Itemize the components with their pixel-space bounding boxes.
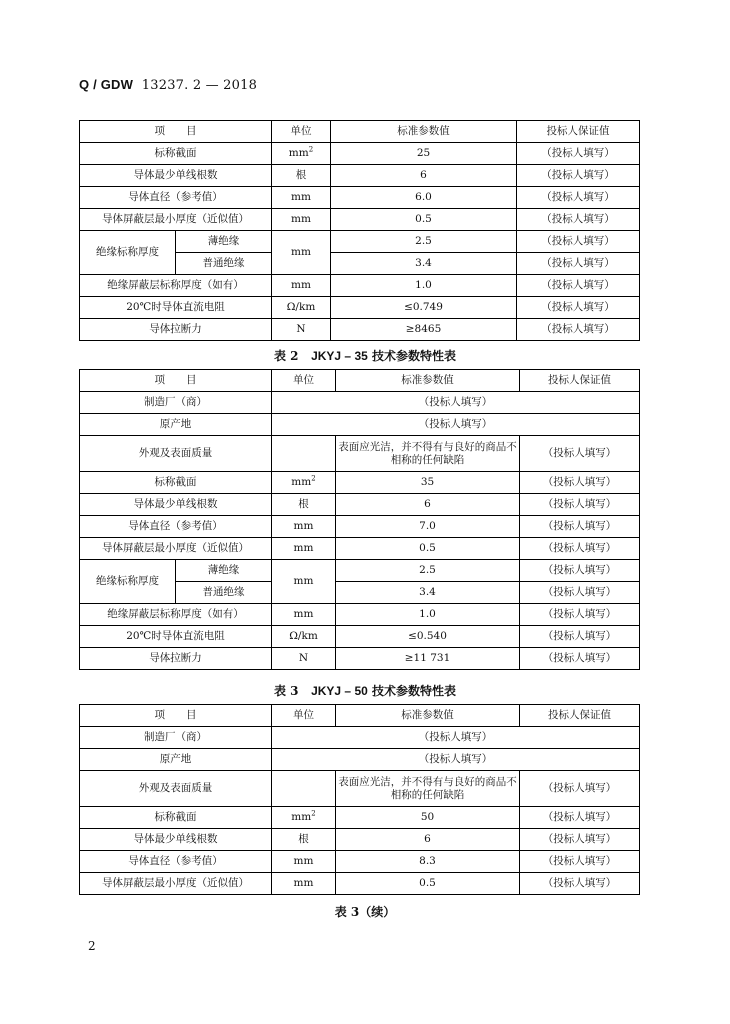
- row-guarantee: （投标人填写）: [520, 873, 640, 895]
- insulation-sub-name: 普通绝缘: [176, 253, 272, 275]
- table-row: [80, 648, 640, 670]
- header-standard-value: 标准参数值: [331, 121, 517, 143]
- row-value: 0.5: [336, 873, 520, 895]
- table-row: [80, 604, 640, 626]
- row-guarantee: （投标人填写）: [520, 560, 640, 582]
- row-unit: mm: [272, 209, 331, 231]
- row-value: ≥11 731: [336, 648, 520, 670]
- row-guarantee: （投标人填写）: [517, 187, 640, 209]
- row-value: 1.0: [331, 275, 517, 297]
- row-value: 6: [336, 494, 520, 516]
- row-value: （投标人填写）: [272, 392, 640, 414]
- table-row: [80, 165, 640, 187]
- row-value: ≤0.540: [336, 626, 520, 648]
- header-item: 项 目: [80, 121, 272, 143]
- row-unit: mm: [272, 275, 331, 297]
- row-value: （投标人填写）: [272, 414, 640, 436]
- row-value: 6: [331, 165, 517, 187]
- row-value: 表面应光洁，并不得有与良好的商品不相称的任何缺陷: [336, 771, 520, 807]
- table-row: [80, 538, 640, 560]
- header-standard-value: 标准参数值: [336, 370, 520, 392]
- row-item: 导体直径（参考值）: [80, 187, 272, 209]
- row-item: 标称截面: [80, 807, 272, 829]
- insulation-sub-name: 薄绝缘: [176, 231, 272, 253]
- row-guarantee: （投标人填写）: [517, 297, 640, 319]
- row-item: 外观及表面质量: [80, 436, 272, 472]
- row-item: 20℃时导体直流电阻: [80, 297, 272, 319]
- row-unit: mm: [272, 516, 336, 538]
- row-unit: 根: [272, 494, 336, 516]
- table-row: [80, 771, 640, 807]
- row-unit: 根: [272, 165, 331, 187]
- row-item: 导体拉断力: [80, 648, 272, 670]
- insulation-label: 绝缘标称厚度: [80, 231, 176, 275]
- row-unit: mm: [272, 851, 336, 873]
- row-unit: $mm^2$: [272, 472, 336, 494]
- standard-code: Q / GDW: [79, 77, 134, 92]
- row-guarantee: （投标人填写）: [517, 165, 640, 187]
- table-row: [80, 143, 640, 165]
- row-item: 绝缘屏蔽层标称厚度（如有）: [80, 604, 272, 626]
- row-unit: [272, 771, 336, 807]
- row-value: 3.4: [336, 582, 520, 604]
- document-header: [79, 77, 257, 93]
- row-value: 1.0: [336, 604, 520, 626]
- row-item: 导体屏蔽层最小厚度（近似值）: [80, 873, 272, 895]
- row-value: 0.5: [331, 209, 517, 231]
- row-unit: 根: [272, 829, 336, 851]
- insulation-label: 绝缘标称厚度: [80, 560, 176, 604]
- row-value: 6.0: [331, 187, 517, 209]
- row-guarantee: （投标人填写）: [520, 604, 640, 626]
- table-row: [80, 807, 640, 829]
- insulation-unit: mm: [272, 560, 336, 604]
- table-row: [80, 209, 640, 231]
- row-value: （投标人填写）: [272, 727, 640, 749]
- row-item: 标称截面: [80, 143, 272, 165]
- row-guarantee: （投标人填写）: [520, 829, 640, 851]
- row-unit: N: [272, 319, 331, 341]
- row-item: 外观及表面质量: [80, 771, 272, 807]
- insulation-sub-name: 薄绝缘: [176, 560, 272, 582]
- row-value: 0.5: [336, 538, 520, 560]
- header-guarantee: 投标人保证值: [520, 370, 640, 392]
- spec-table-3: [79, 704, 640, 895]
- page-number: 2: [88, 939, 96, 953]
- row-guarantee: （投标人填写）: [520, 472, 640, 494]
- row-value: （投标人填写）: [272, 749, 640, 771]
- row-item: 导体直径（参考值）: [80, 851, 272, 873]
- table-row: [80, 851, 640, 873]
- row-guarantee: （投标人填写）: [517, 143, 640, 165]
- row-guarantee: （投标人填写）: [520, 771, 640, 807]
- row-unit: mm: [272, 604, 336, 626]
- header-unit: 单位: [272, 121, 331, 143]
- row-item: 20℃时导体直流电阻: [80, 626, 272, 648]
- row-item: 导体屏蔽层最小厚度（近似值）: [80, 209, 272, 231]
- table-row: [80, 319, 640, 341]
- row-value: 35: [336, 472, 520, 494]
- row-value: 7.0: [336, 516, 520, 538]
- row-item: 导体最少单线根数: [80, 494, 272, 516]
- row-value: 25: [331, 143, 517, 165]
- row-guarantee: （投标人填写）: [517, 253, 640, 275]
- row-guarantee: （投标人填写）: [520, 436, 640, 472]
- row-item: 制造厂（商）: [80, 392, 272, 414]
- row-unit: N: [272, 648, 336, 670]
- table-row: [80, 626, 640, 648]
- spec-table-2: [79, 369, 640, 670]
- row-value: 8.3: [336, 851, 520, 873]
- row-item: 导体最少单线根数: [80, 829, 272, 851]
- row-guarantee: （投标人填写）: [520, 851, 640, 873]
- row-guarantee: （投标人填写）: [517, 209, 640, 231]
- row-item: 导体拉断力: [80, 319, 272, 341]
- row-guarantee: （投标人填写）: [517, 275, 640, 297]
- row-unit: Ω/km: [272, 297, 331, 319]
- row-guarantee: （投标人填写）: [520, 516, 640, 538]
- row-value: 3.4: [331, 253, 517, 275]
- row-value: 50: [336, 807, 520, 829]
- table-row: [80, 873, 640, 895]
- table-header-row: [80, 121, 640, 143]
- row-item: 绝缘屏蔽层标称厚度（如有）: [80, 275, 272, 297]
- row-guarantee: （投标人填写）: [517, 319, 640, 341]
- spec-table-1: [79, 120, 640, 341]
- table-row: [80, 187, 640, 209]
- row-value: 2.5: [331, 231, 517, 253]
- row-unit: $mm^2$: [272, 143, 331, 165]
- insulation-unit: mm: [272, 231, 331, 275]
- table-row: [80, 231, 640, 253]
- row-guarantee: （投标人填写）: [520, 626, 640, 648]
- table-row: [80, 297, 640, 319]
- row-guarantee: （投标人填写）: [520, 648, 640, 670]
- header-guarantee: 投标人保证值: [517, 121, 640, 143]
- table-row: [80, 436, 640, 472]
- row-item: 导体最少单线根数: [80, 165, 272, 187]
- header-guarantee: 投标人保证值: [520, 705, 640, 727]
- row-item: 制造厂（商）: [80, 727, 272, 749]
- row-unit: $mm^2$: [272, 807, 336, 829]
- row-guarantee: （投标人填写）: [517, 231, 640, 253]
- table-row: [80, 414, 640, 436]
- row-unit: mm: [272, 873, 336, 895]
- table-row: [80, 472, 640, 494]
- row-value: 6: [336, 829, 520, 851]
- row-item: 原产地: [80, 749, 272, 771]
- row-value: 表面应光洁，并不得有与良好的商品不相称的任何缺陷: [336, 436, 520, 472]
- table-header-row: [80, 370, 640, 392]
- row-guarantee: （投标人填写）: [520, 582, 640, 604]
- row-guarantee: （投标人填写）: [520, 807, 640, 829]
- row-value: 2.5: [336, 560, 520, 582]
- table-header-row: [80, 705, 640, 727]
- header-item: 项 目: [80, 705, 272, 727]
- row-guarantee: （投标人填写）: [520, 494, 640, 516]
- row-guarantee: （投标人填写）: [520, 538, 640, 560]
- table-3-caption: 表 3 JKYJ – 50 技术参数特性表: [274, 684, 456, 698]
- row-item: 导体直径（参考值）: [80, 516, 272, 538]
- standard-number: 13237. 2 — 2018: [141, 78, 258, 93]
- table-row: [80, 516, 640, 538]
- table-row: [80, 275, 640, 297]
- row-item: 导体屏蔽层最小厚度（近似值）: [80, 538, 272, 560]
- table-row: [80, 749, 640, 771]
- row-unit: mm: [272, 187, 331, 209]
- header-standard-value: 标准参数值: [336, 705, 520, 727]
- row-unit: [272, 436, 336, 472]
- table-row: [80, 494, 640, 516]
- row-unit: mm: [272, 538, 336, 560]
- table-3-continuation-caption: 表 3（续）: [334, 905, 396, 919]
- table-2-caption: 表 2 JKYJ – 35 技术参数特性表: [274, 349, 456, 363]
- header-item: 项 目: [80, 370, 272, 392]
- header-unit: 单位: [272, 705, 336, 727]
- row-item: 原产地: [80, 414, 272, 436]
- table-row: [80, 727, 640, 749]
- row-item: 标称截面: [80, 472, 272, 494]
- table-row: [80, 560, 640, 582]
- table-row: [80, 829, 640, 851]
- row-value: ≤0.749: [331, 297, 517, 319]
- row-unit: Ω/km: [272, 626, 336, 648]
- table-row: [80, 392, 640, 414]
- row-value: ≥8465: [331, 319, 517, 341]
- header-unit: 单位: [272, 370, 336, 392]
- insulation-sub-name: 普通绝缘: [176, 582, 272, 604]
